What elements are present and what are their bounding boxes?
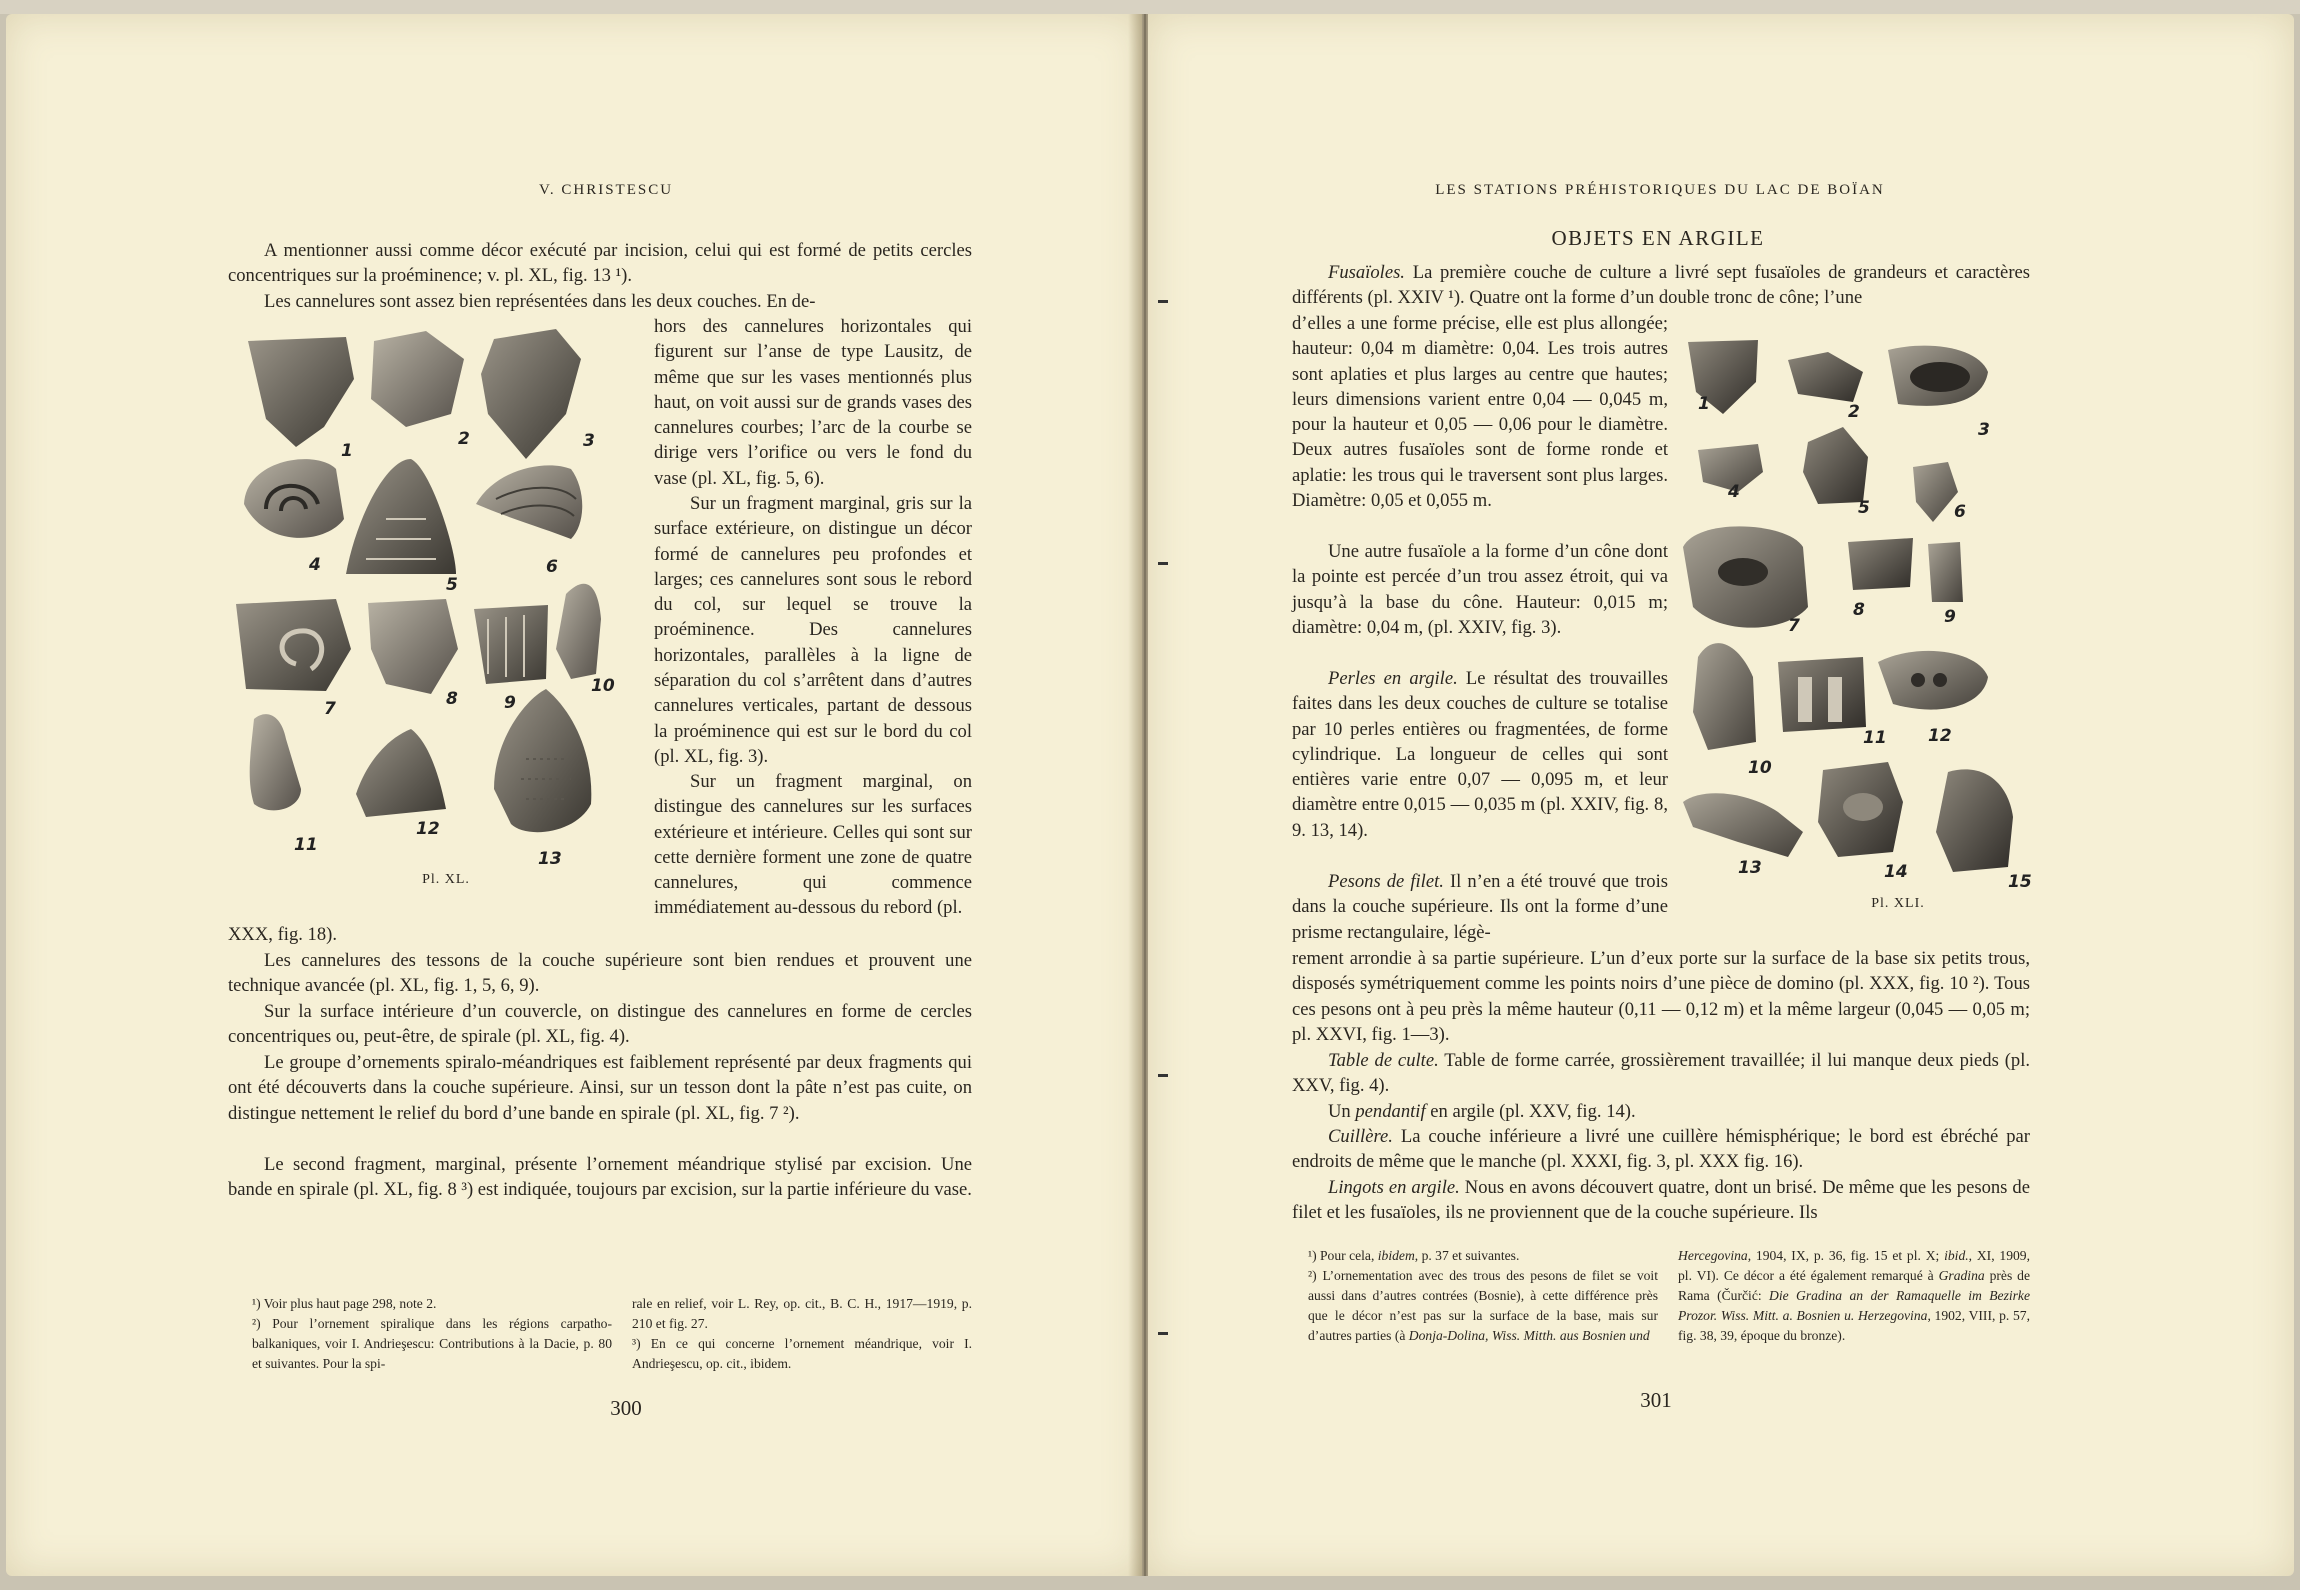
paragraph-cannelures-column: hors des cannelures horizontales qui figurent sur l’anse de type Lausitz, de même que sur les vases mentionnés plus haut, on voit aussi sur de grands vases des cannelures courbes; l’arc de la courbe se dirige vers l’orifice ou vers le fond du vase (pl. XL, fig. 5, 6). — [654, 316, 972, 489]
fig-xli-label-12: 12 — [1928, 726, 1952, 746]
object-6 — [1913, 462, 1958, 522]
fig-xli-label-10: 10 — [1748, 758, 1772, 778]
footnotes-left-col1: ¹) Voir plus haut page 298, note 2. ²) Pour l’ornement spiralique dans les régions carpatho-balkaniques, voir I. Andrieşescu: Contributions à la Dacie, p. 80 et suivantes. Pour la spi- — [252, 1296, 612, 1371]
paragraph-cannelures-first-line: Les cannelures sont assez bien représentées dans les deux couches. En de- — [264, 291, 816, 312]
fig-xli-label-1: 1 — [1698, 394, 1710, 414]
object-3 — [1888, 346, 1988, 406]
fig-xli-label-14: 14 — [1884, 862, 1908, 882]
fragment-6 — [476, 465, 582, 539]
object-5 — [1803, 427, 1868, 504]
fragment-10 — [556, 584, 601, 679]
fragment-3 — [481, 329, 581, 459]
paragraph-fragment-marginal: Sur un fragment marginal, on distingue des cannelures sur les surfaces extérieure et intérieure. Celles qui sont sur cette dernière forment une zone de quatre cannelures, qui commence immédiatement au-dessous du rebord (pl. — [654, 771, 972, 919]
fragment-12 — [356, 729, 446, 817]
page-number-left: 300 — [610, 1396, 642, 1420]
fig-xl-label-9: 9 — [504, 693, 516, 713]
fragment-9 — [474, 605, 548, 684]
object-13 — [1683, 793, 1803, 857]
fig-xl-label-7: 7 — [324, 699, 336, 719]
plate-xl-caption: Pl. XL. — [422, 872, 470, 887]
right-page — [1148, 14, 2294, 1576]
fig-xli-label-7: 7 — [1788, 616, 1800, 636]
paragraph-intro: A mentionner aussi comme décor exécuté par incision, celui qui est formé de petits cercles concentriques sur la proéminence; v. pl. XL, fig. 13 ¹). — [228, 240, 972, 287]
fig-xli-label-15: 15 — [2008, 872, 2032, 892]
fig-xli-label-13: 13 — [1738, 858, 1762, 878]
paragraph-fusaioles-full: Fusaïoles. La première couche de culture a livré sept fusaïoles de grandeurs et caractères différents (pl. XXIV ¹). Quatre ont la forme d’un double tronc de cône; l’une — [1292, 262, 2030, 309]
paragraph-second-fragment: Le second fragment, marginal, présente l’ornement méandrique stylisé par excision. Une bande en spirale (pl. XL, fig. 8 ³) est indiquée, toujours par excision, sur la partie inférieure du vase. — [228, 1154, 972, 1201]
margin-mark — [1158, 1332, 1168, 1335]
page-number-right: 301 — [1640, 1388, 1672, 1412]
object-8 — [1848, 538, 1913, 590]
margin-mark — [1158, 300, 1168, 303]
paragraph-cuillere: Cuillère. La couche inférieure a livré une cuillère hémisphérique; le bord est ébréché par endroits de même que le manche (pl. XXXI, fig. 3, pl. XXX fig. 16). — [1292, 1126, 2030, 1173]
footnotes-left-col2: rale en relief, voir L. Rey, op. cit., B. C. H., 1917—1919, p. 210 et fig. 27. ³) En ce qui concerne l’ornement méandrique, voir I. Andrieşescu, op. cit., ibidem. — [632, 1296, 972, 1371]
object-12 — [1878, 651, 1988, 710]
section-title: OBJETS EN ARGILE — [1551, 226, 1765, 250]
left-page — [6, 14, 1142, 1576]
plate-xli-fragments — [1678, 332, 2058, 892]
fig-xl-label-11: 11 — [294, 835, 318, 855]
paragraph-spiralo: Le groupe d’ornements spiralo-méandriques est faiblement représenté par deux fragments qui ont été découverts dans la couche supérieure. Ainsi, sur un tesson dont la pâte n’est pas cuite, on distingue nettement le relief du bord d’une bande en spirale (pl. XL, fig. 7 ²). — [228, 1052, 972, 1124]
fig-xl-label-4: 4 — [309, 555, 321, 575]
fig-xli-label-6: 6 — [1954, 502, 1966, 522]
fig-xli-label-5: 5 — [1858, 498, 1870, 518]
margin-mark — [1158, 562, 1168, 565]
fragment-1 — [248, 337, 354, 447]
paragraph-pesons-full: rement arrondie à sa partie supérieure. L’un d’eux porte sur la surface de la base six petits trous, disposés symétriquement comme les points noirs d’une pièce de domino (pl. XXX, fig. 10 ²). Tous ces pesons ont à peu près la même hauteur (0,11 — 0,12 m) et la même largeur (0,045 — 0,05 m; pl. XXVI, fig. 1—3). — [1292, 948, 2030, 1045]
paragraph-lingots: Lingots en argile. Nous en avons découvert quatre, dont un brisé. De même que les pesons de filet et les fusaïoles, ils ne proviennent que de la couche supérieure. Ils — [1292, 1177, 2030, 1224]
fragment-4 — [244, 459, 344, 538]
fragment-11 — [250, 714, 301, 810]
object-14 — [1818, 762, 1903, 857]
paragraph-fusaioles-column: d’elles a une forme précise, elle est plus allongée; hauteur: 0,04 m diamètre: 0,04. Les trois autres sont aplaties et plus larges au centre que hautes; leurs dimensions varient entre 0,04 — 0,045 m, pour la hauteur et 0,05 — 0,06 pour le diamètre. Deux autres fusaïoles sont de forme ronde et aplatie: les trous qui le traversent sont plus larges. Diamètre: 0,05 et 0,055 m. — [1292, 313, 1668, 512]
fig-xl-label-3: 3 — [583, 431, 595, 451]
object-10 — [1693, 643, 1756, 750]
paragraph-couvercle: Sur la surface intérieure d’un couvercle, on distingue des cannelures en forme de cercles concentriques ou, peut-être, de spirale (pl. XL, fig. 4). — [228, 1001, 972, 1048]
fig-xli-label-3: 3 — [1978, 420, 1990, 440]
paragraph-table-culte: Table de culte. Table de forme carrée, grossièrement travaillée; il lui manque deux pieds (pl. XXV, fig. 4). — [1292, 1050, 2031, 1097]
fig-xl-label-8: 8 — [446, 689, 458, 709]
running-head-right: LES STATIONS PRÉHISTORIQUES DU LAC DE BOÏAN — [1435, 182, 1885, 198]
paragraph-cone: Une autre fusaïole a la forme d’un cône dont la pointe est percée d’un trou assez étroit, qui va jusqu’à la base du cône. Hauteur: 0,015 m; diamètre: 0,04 m, (pl. XXIV, fig. 3). — [1292, 541, 1668, 638]
fig-xli-label-4: 4 — [1728, 482, 1740, 502]
fig-xl-label-2: 2 — [458, 429, 470, 449]
top-edge — [0, 0, 2300, 14]
object-7 — [1683, 526, 1808, 627]
fig-xli-label-8: 8 — [1853, 600, 1865, 620]
object-15 — [1936, 769, 2013, 872]
object-9 — [1928, 542, 1963, 602]
plate-xl-figure — [226, 319, 646, 869]
plate-xl-fragments — [226, 319, 646, 859]
fragment-7 — [236, 599, 351, 691]
fig-xli-label-2: 2 — [1848, 402, 1860, 422]
fig-xl-label-5: 5 — [446, 575, 458, 595]
paragraph-fragment-gris: Sur un fragment marginal, gris sur la surface extérieure, on distingue un décor formé de cannelures peu profondes et larges; ces cannelures sont sous le rebord du col, sur lequel se trouve la proéminence. Des cannelures horizontales, parallèles à la ligne de séparation du col s’arrêtent dans d’autres cannelures verticales, partant de dessous la proéminence qui est sur le bord du col (pl. XL, fig. 3). — [654, 493, 972, 767]
object-11 — [1778, 657, 1866, 732]
object-2 — [1788, 352, 1863, 402]
paragraph-continuation: XXX, fig. 18). — [228, 924, 337, 945]
paragraph-pesons-column: Pesons de filet. Il n’en a été trouvé que trois dans la couche supérieure. Ils ont la forme d’une prisme rectangulaire, légè- — [1292, 871, 1669, 943]
plate-xli-caption: Pl. XLI. — [1871, 896, 1925, 911]
fragment-2 — [371, 331, 464, 427]
paragraph-technique: Les cannelures des tessons de la couche supérieure sont bien rendues et prouvent une technique avancée (pl. XL, fig. 1, 5, 6, 9). — [228, 950, 972, 997]
paragraph-perles: Perles en argile. Le résultat des trouvailles faites dans les deux couches de culture se totalise par 10 perles entières ou fragmentées, de forme cylindrique. La longueur de celles qui sont entières varie entre 0,07 — 0,095 m, et leur diamètre entre 0,015 — 0,035 m (pl. XXIV, fig. 8, 9. 13, 14). — [1292, 668, 1668, 841]
plate-xli-figure — [1678, 332, 2058, 892]
paragraph-pendantif: Un pendantif en argile (pl. XXV, fig. 14). — [1328, 1101, 1636, 1122]
fig-xl-label-12: 12 — [416, 819, 440, 839]
fig-xli-label-9: 9 — [1944, 607, 1956, 627]
fragment-5 — [346, 459, 456, 574]
fragment-8 — [368, 599, 458, 694]
fig-xl-label-6: 6 — [546, 557, 558, 577]
fig-xli-label-11: 11 — [1863, 728, 1887, 748]
footnotes-right-col2: Hercegovina, 1904, IX, p. 36, fig. 15 et pl. X; ibid., XI, 1909, pl. VI). Ce décor a été également remarqué à Gradina près de Rama (Čurčić: Die Gradina an der Ramaquelle im Bezirke Prozor. Wiss. Mitt. a. Bosnien u. Herzegovina, 1902, VIII, p. 57, fig. 38, 39, époque du bronze). — [1678, 1248, 2030, 1343]
fig-xl-label-10: 10 — [591, 676, 615, 696]
running-head-left: V. CHRISTESCU — [538, 182, 674, 198]
fig-xl-label-13: 13 — [538, 849, 562, 869]
footnotes-right-col1: ¹) Pour cela, ibidem, p. 37 et suivantes. ²) L’ornementation avec des trous des pesons de filet se voit aussi dans d’autres contrées (Bosnie), à cette différence près que le décor n’est pas sur la surface de la base, mais sur d’autres parties (à Donja-Dolina, Wiss. Mitth. aus Bosnien und — [1308, 1248, 1658, 1343]
margin-mark — [1158, 1074, 1168, 1077]
fig-xl-label-1: 1 — [341, 441, 353, 461]
